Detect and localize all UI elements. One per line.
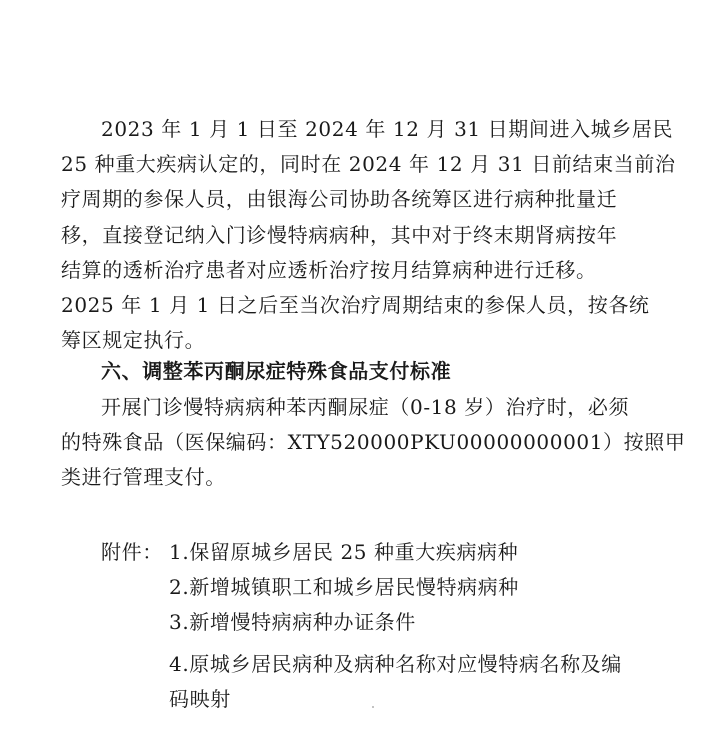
text-line: 25 种重大疾病认定的，同时在 2024 年 12 月 31 日前结束当前治 xyxy=(61,152,676,177)
text-line: 筹区规定执行。 xyxy=(61,328,206,353)
attachment-item: 2.新增城镇职工和城乡居民慢特病病种 xyxy=(169,575,519,599)
text-line: 移，直接登记纳入门诊慢特病病种，其中对于终末期肾病按年 xyxy=(61,222,618,247)
text-line: 2023 年 1 月 1 日至 2024 年 12 月 31 日期间进入城乡居民 xyxy=(101,117,674,141)
text-line: 开展门诊慢特病病种苯丙酮尿症（0-18 岁）治疗时，必须 xyxy=(101,395,630,419)
text-line: 2025 年 1 月 1 日之后至当次治疗周期结束的参保人员，按各统 xyxy=(61,293,650,318)
attachment-item: 4.原城乡居民病种及病种名称对应慢特病名称及编 xyxy=(169,652,622,676)
text-line: 疗周期的参保人员，由银海公司协助各统筹区进行病种批量迁 xyxy=(61,187,618,212)
attachment-item-continuation: 码映射 xyxy=(169,687,231,711)
attachment-item: 1.保留原城乡居民 25 种重大疾病病种 xyxy=(169,540,519,564)
paragraph-migration xyxy=(61,112,676,358)
text-line: 结算的透析治疗患者对应透析治疗按月结算病种进行迁移。 xyxy=(61,257,597,282)
attachments-label: 附件： xyxy=(101,540,163,564)
paragraph-pku-food xyxy=(61,390,686,496)
text-line: 类进行管理支付。 xyxy=(61,465,226,490)
scan-speck xyxy=(372,706,374,708)
text-line: 的特殊食品（医保编码：XTY520000PKU00000000001）按照甲 xyxy=(61,430,686,455)
section-heading-6: 六、调整苯丙酮尿症特殊食品支付标准 xyxy=(101,359,452,383)
attachment-item: 3.新增慢特病病种办证条件 xyxy=(169,610,416,634)
